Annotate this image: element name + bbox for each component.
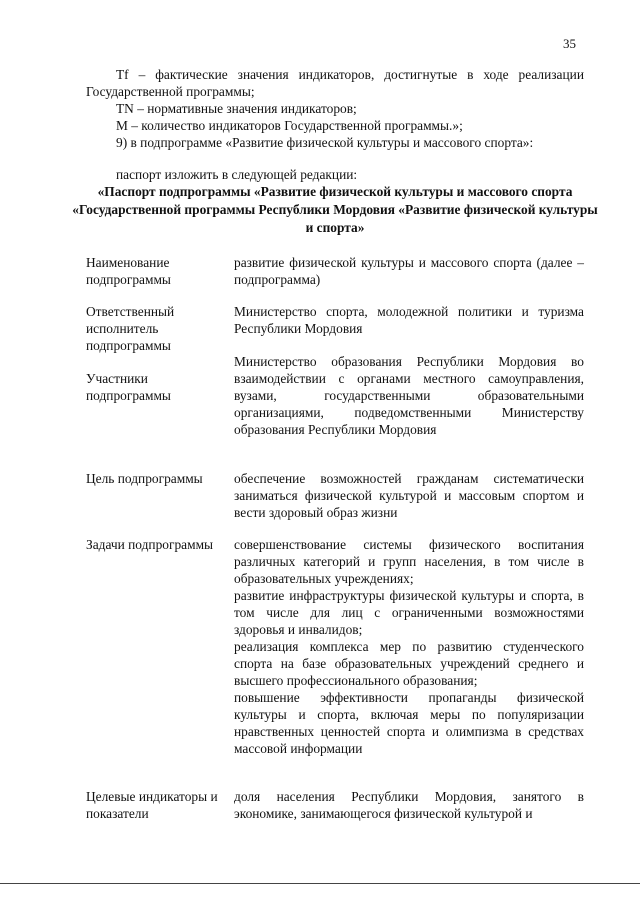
row-label: Целевые индикаторы и показатели [86, 789, 218, 821]
paragraph-m: M – количество индикаторов Государственной программы.»; [116, 118, 463, 133]
task-item: развитие инфраструктуры физической культуры и спорта, в том числе для лиц с ограниченными возможностями здоровья и инвалидов; [234, 588, 584, 637]
passport-title: «Паспорт подпрограммы «Развитие физической культуры и массового спорта «Государственной программы Республики Мордовия «Развитие физической культуры и спорта» [72, 184, 598, 235]
row-value: Министерство спорта, молодежной политики и туризма Республики Мордовия [234, 304, 584, 336]
row-label: Задачи подпрограммы [86, 537, 214, 552]
row-label: Наименование подпрограммы [86, 255, 171, 287]
tasks-list [234, 536, 584, 757]
row-label: Цель подпрограммы [86, 471, 203, 486]
paragraph-passport-intro: паспорт изложить в следующей редакции: [116, 167, 358, 182]
row-value: обеспечение возможностей гражданам систематически заниматься физической культурой и массовым спортом и вести здоровый образ жизни [234, 471, 584, 520]
paragraph-tn: TN – нормативные значения индикаторов; [116, 101, 357, 116]
row-label: Ответственный исполнитель подпрограммы [86, 304, 175, 353]
task-item: совершенствование системы физического воспитания различных категорий и групп населения, в том числе в образовательных учреждениях; [234, 537, 584, 586]
row-value: развитие физической культуры и массового спорта (далее – подпрограмма) [234, 255, 584, 287]
paragraph-tf: Tf – фактические значения индикаторов, достигнутые в ходе реализации Государственной программы; [86, 67, 584, 99]
row-value: доля населения Республики Мордовия, занятого в экономике, занимающегося физической культурой и [234, 789, 584, 821]
task-item: реализация комплекса мер по развитию студенческого спорта на базе образовательных учреждений среднего и высшего профессионального образования; [234, 639, 584, 688]
paragraph-item-9: 9) в подпрограмме «Развитие физической культуры и массового спорта»: [116, 135, 534, 150]
page-bottom-border [0, 883, 640, 884]
task-item: повышение эффективности пропаганды физической культуры и спорта, включая меры по популяризации нравственных ценностей спорта и олимпизма в средствах массовой информации [234, 690, 584, 756]
page-number: 35 [563, 36, 576, 51]
row-label: Участники подпрограммы [86, 371, 171, 403]
row-value: Министерство образования Республики Мордовия во взаимодействии с органами местного самоуправления, вузами, государственными образовательными организациями, подведомственными Министерству образования Республики Мордовия [234, 354, 584, 437]
